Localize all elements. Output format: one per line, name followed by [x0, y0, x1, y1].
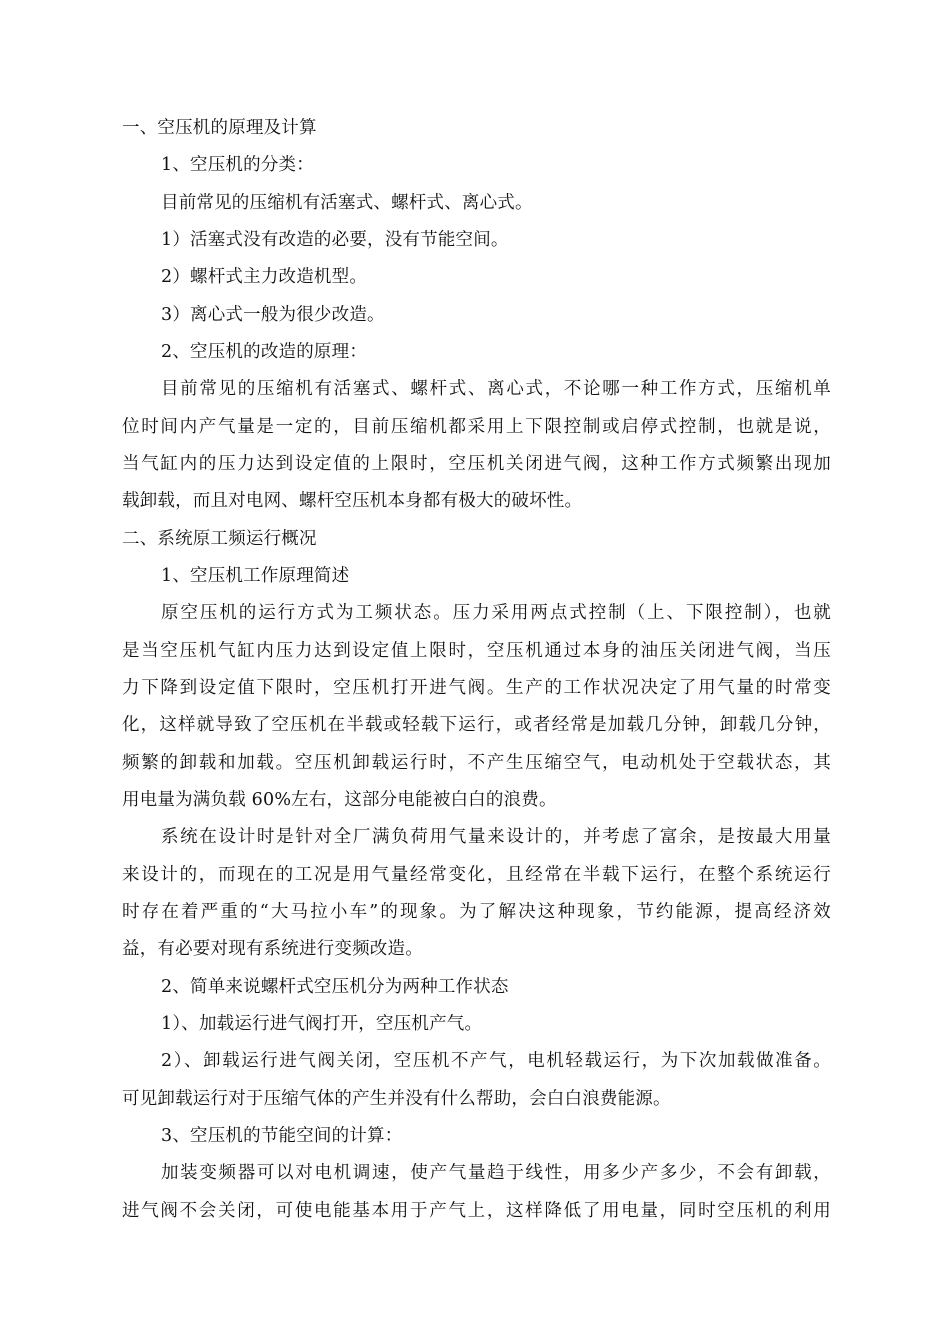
paragraph-line: 化，这样就导致了空压机在半载或轻载下运行，或者经常是加载几分钟，卸载几分钟， [122, 715, 831, 735]
paragraph-line: 加装变频器可以对电机调速，使产气量趋于线性，用多少产多少，不会有卸载， [161, 1163, 831, 1183]
paragraph-line: 目前常见的压缩机有活塞式、螺杆式、离心式，不论哪一种工作方式，压缩机单 [161, 379, 831, 399]
list-item: 2）螺杆式主力改造机型。 [161, 267, 368, 287]
paragraph-line: 原空压机的运行方式为工频状态。压力采用两点式控制（上、下限控制），也就 [161, 603, 831, 623]
list-item: 1）、加载运行进气阀打开，空压机产气。 [161, 1014, 483, 1034]
paragraph-line: 位时间内产气量是一定的，目前压缩机都采用上下限控制或启停式控制，也就是说， [122, 417, 831, 437]
list-item: 2）、卸载运行进气阀关闭，空压机不产气，电机轻载运行，为下次加载做准备。 [161, 1051, 831, 1071]
subheading-working-principle: 1、空压机工作原理简述 [161, 566, 350, 586]
list-item: 3）离心式一般为很少改造。 [161, 305, 385, 325]
paragraph-line: 益，有必要对现有系统进行变频改造。 [122, 939, 423, 959]
paragraph-line: 当气缸内的压力达到设定值的上限时，空压机关闭进气阀，这种工作方式频繁出现加 [122, 454, 831, 474]
subheading-energy-calc: 3、空压机的节能空间的计算： [161, 1126, 403, 1146]
paragraph-line: 时存在着严重的“大马拉小车”的现象。为了解决这种现象，节约能源，提高经济效 [122, 902, 831, 922]
paragraph-line: 目前常见的压缩机有活塞式、螺杆式、离心式。 [161, 193, 533, 213]
paragraph-line: 来设计的，而现在的工况是用气量经常变化，且经常在半载下运行，在整个系统运行 [122, 865, 831, 885]
paragraph-line: 可见卸载运行对于压缩气体的产生并没有什么帮助，会白白浪费能源。 [122, 1089, 671, 1109]
paragraph-line: 力下降到设定值下限时，空压机打开进气阀。生产的工作状况决定了用气量的时常变 [122, 678, 831, 698]
section-heading-1: 一、空压机的原理及计算 [122, 118, 317, 138]
paragraph-line: 进气阀不会关闭，可使电能基本用于产气上，这样降低了用电量，同时空压机的利用 [122, 1201, 831, 1221]
paragraph-line: 用电量为满负载 60%左右，这部分电能被白白的浪费。 [122, 790, 557, 810]
list-item: 1）活塞式没有改造的必要，没有节能空间。 [161, 230, 509, 250]
subheading-two-states: 2、简单来说螺杆式空压机分为两种工作状态 [161, 977, 509, 997]
section-heading-2: 二、系统原工频运行概况 [122, 529, 317, 549]
paragraph-line: 系统在设计时是针对全厂满负荷用气量来设计的，并考虑了富余，是按最大用量 [161, 827, 831, 847]
subheading-classification: 1、空压机的分类： [161, 155, 314, 175]
paragraph-line: 是当空压机气缸内压力达到设定值上限时，空压机通过本身的油压关闭进气阀，当压 [122, 641, 831, 661]
paragraph-line: 载卸载，而且对电网、螺杆空压机本身都有极大的破坏性。 [122, 491, 583, 511]
paragraph-line: 频繁的卸载和加载。空压机卸载运行时，不产生压缩空气，电动机处于空载状态，其 [122, 753, 831, 773]
subheading-principle: 2、空压机的改造的原理： [161, 342, 368, 362]
